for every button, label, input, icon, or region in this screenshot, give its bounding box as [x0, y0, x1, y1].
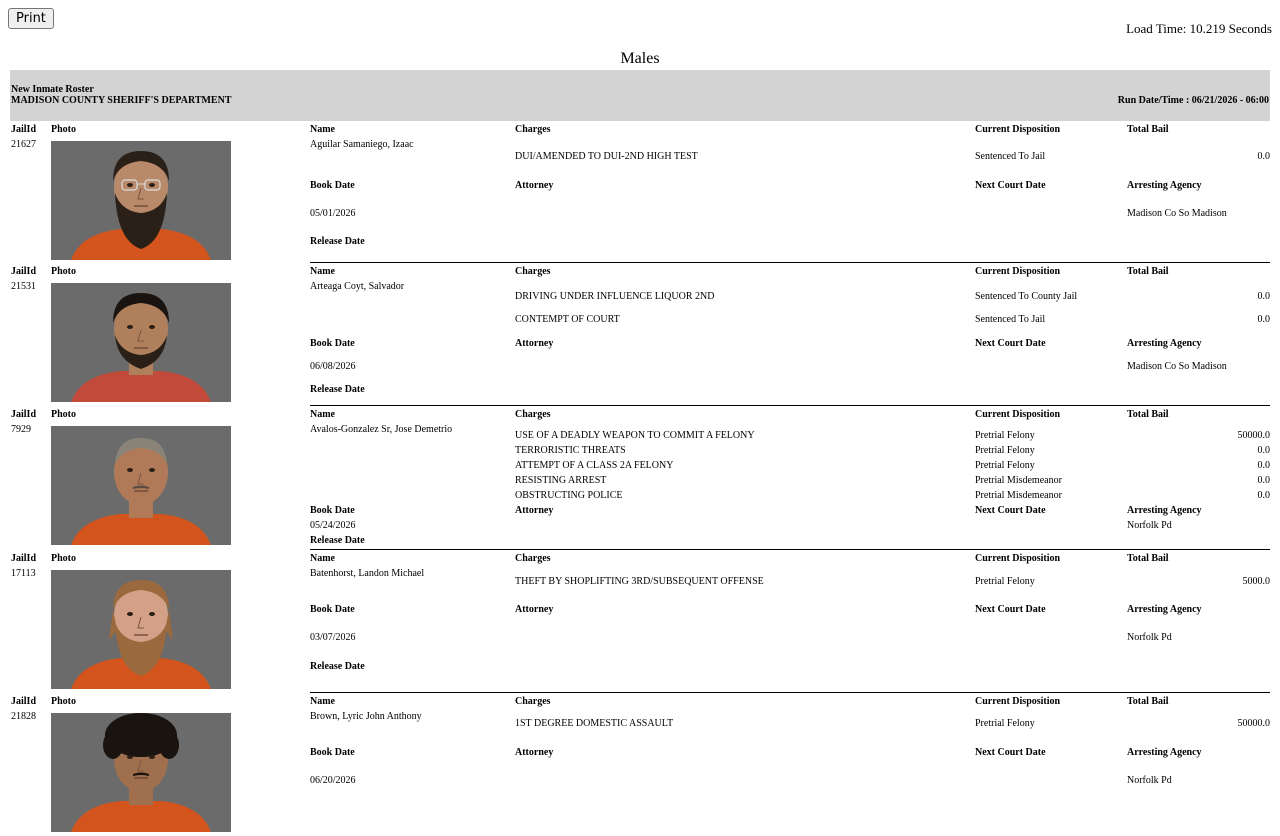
charge-bail: 0.0: [1257, 151, 1270, 162]
attorney-label: Attorney: [515, 747, 554, 758]
book-date: 06/20/2026: [310, 775, 356, 786]
book-date-label: Book Date: [310, 505, 355, 516]
record-separator: [310, 692, 1270, 693]
name-label: Name: [310, 266, 335, 277]
photo-label: Photo: [51, 409, 76, 420]
charge-bail: 0.0: [1257, 314, 1270, 325]
next-court-date-label: Next Court Date: [975, 180, 1046, 191]
jail-id-label: JailId: [11, 553, 37, 564]
book-date-label: Book Date: [310, 338, 355, 349]
page-title: Males: [620, 50, 660, 67]
release-date-label: Release Date: [310, 661, 365, 672]
arresting-agency: Norfolk Pd: [1127, 520, 1172, 531]
report-header: [10, 70, 1270, 121]
charge-bail: 50000.0: [1237, 718, 1270, 729]
jail-id: 21627: [11, 139, 36, 150]
report-title: New Inmate Roster: [11, 84, 94, 95]
current-disposition-label: Current Disposition: [975, 124, 1061, 135]
attorney-label: Attorney: [515, 604, 554, 615]
current-disposition-label: Current Disposition: [975, 553, 1061, 564]
total-bail-label: Total Bail: [1127, 409, 1169, 420]
jail-id: 21531: [11, 281, 36, 292]
attorney-label: Attorney: [515, 180, 554, 191]
arresting-agency: Norfolk Pd: [1127, 632, 1172, 643]
current-disposition-label: Current Disposition: [975, 696, 1061, 707]
charge-description: USE OF A DEADLY WEAPON TO COMMIT A FELONY: [515, 430, 755, 441]
total-bail-label: Total Bail: [1127, 266, 1169, 277]
charge-description: DRIVING UNDER INFLUENCE LIQUOR 2ND: [515, 291, 715, 302]
arresting-agency-label: Arresting Agency: [1127, 338, 1202, 349]
charge-description: OBSTRUCTING POLICE: [515, 490, 623, 501]
run-datetime: Run Date/Time : 06/21/2026 - 06:00: [1117, 95, 1269, 106]
charge-disposition: Sentenced To Jail: [975, 151, 1046, 162]
book-date-label: Book Date: [310, 747, 355, 758]
mugshot-image: [51, 713, 231, 832]
arresting-agency-label: Arresting Agency: [1127, 604, 1202, 615]
release-date-label: Release Date: [310, 384, 365, 395]
inmate-photo: [51, 141, 231, 260]
mugshot-image: [51, 141, 231, 260]
inmate-photo: [51, 570, 231, 689]
arresting-agency-label: Arresting Agency: [1127, 505, 1202, 516]
inmate-record: [0, 696, 1280, 836]
jail-id: 21828: [11, 711, 36, 722]
record-separator: [310, 549, 1270, 550]
charge-disposition: Pretrial Misdemeanor: [975, 490, 1062, 501]
charges-label: Charges: [515, 553, 551, 564]
charge-bail: 0.0: [1257, 291, 1270, 302]
inmate-record: [0, 266, 1280, 406]
mugshot-image: [51, 426, 231, 545]
charge-description: CONTEMPT OF COURT: [515, 314, 620, 325]
charge-description: RESISTING ARREST: [515, 475, 607, 486]
charge-description: TERRORISTIC THREATS: [515, 445, 626, 456]
load-time: Load Time: 10.219 Seconds: [1126, 21, 1272, 36]
charge-disposition: Sentenced To County Jail: [975, 291, 1078, 302]
inmate-name: Aguilar Samaniego, Izaac: [310, 139, 414, 150]
inmate-name: Avalos-Gonzalez Sr, Jose Demetrio: [310, 424, 453, 435]
charge-disposition: Pretrial Felony: [975, 430, 1035, 441]
name-label: Name: [310, 696, 335, 707]
charge-disposition: Pretrial Felony: [975, 460, 1035, 471]
charge-description: ATTEMPT OF A CLASS 2A FELONY: [515, 460, 674, 471]
total-bail-label: Total Bail: [1127, 553, 1169, 564]
charge-bail: 50000.0: [1237, 430, 1270, 441]
inmate-name: Brown, Lyric John Anthony: [310, 711, 422, 722]
release-date-label: Release Date: [310, 535, 365, 546]
arresting-agency-label: Arresting Agency: [1127, 747, 1202, 758]
arresting-agency-label: Arresting Agency: [1127, 180, 1202, 191]
mugshot-image: [51, 570, 231, 689]
charge-bail: 5000.0: [1242, 576, 1270, 587]
charge-description: THEFT BY SHOPLIFTING 3RD/SUBSEQUENT OFFENSE: [515, 576, 764, 587]
total-bail-label: Total Bail: [1127, 124, 1169, 135]
inmate-name: Arteaga Coyt, Salvador: [310, 281, 405, 292]
photo-label: Photo: [51, 124, 76, 135]
record-separator: [310, 262, 1270, 263]
charges-label: Charges: [515, 124, 551, 135]
arresting-agency: Madison Co So Madison: [1127, 208, 1227, 219]
department-name: MADISON COUNTY SHERIFF'S DEPARTMENT: [11, 95, 232, 106]
next-court-date-label: Next Court Date: [975, 505, 1046, 516]
charges-label: Charges: [515, 409, 551, 420]
charge-disposition: Sentenced To Jail: [975, 314, 1046, 325]
next-court-date-label: Next Court Date: [975, 604, 1046, 615]
charge-disposition: Pretrial Felony: [975, 445, 1035, 456]
photo-label: Photo: [51, 266, 76, 277]
charges-label: Charges: [515, 266, 551, 277]
charge-bail: 0.0: [1257, 490, 1270, 501]
mugshot-image: [51, 283, 231, 402]
jail-id-label: JailId: [11, 696, 37, 707]
jail-id-label: JailId: [11, 409, 37, 420]
inmate-record: [0, 409, 1280, 549]
print-button[interactable]: Print: [8, 8, 54, 29]
charge-bail: 0.0: [1257, 475, 1270, 486]
arresting-agency: Madison Co So Madison: [1127, 361, 1227, 372]
inmate-photo: [51, 713, 231, 832]
charge-description: DUI/AMENDED TO DUI-2ND HIGH TEST: [515, 151, 698, 162]
charge-bail: 0.0: [1257, 445, 1270, 456]
charge-disposition: Pretrial Felony: [975, 576, 1035, 587]
name-label: Name: [310, 553, 335, 564]
record-separator: [310, 405, 1270, 406]
charges-label: Charges: [515, 696, 551, 707]
current-disposition-label: Current Disposition: [975, 266, 1061, 277]
total-bail-label: Total Bail: [1127, 696, 1169, 707]
release-date-label: Release Date: [310, 236, 365, 247]
name-label: Name: [310, 409, 335, 420]
charge-bail: 0.0: [1257, 460, 1270, 471]
charge-description: 1ST DEGREE DOMESTIC ASSAULT: [515, 718, 674, 729]
jail-id: 7929: [11, 424, 31, 435]
next-court-date-label: Next Court Date: [975, 338, 1046, 349]
inmate-photo: [51, 426, 231, 545]
name-label: Name: [310, 124, 335, 135]
photo-label: Photo: [51, 553, 76, 564]
jail-id-label: JailId: [11, 124, 37, 135]
inmate-record: [0, 553, 1280, 693]
jail-id-label: JailId: [11, 266, 37, 277]
book-date: 05/01/2026: [310, 208, 356, 219]
photo-label: Photo: [51, 696, 76, 707]
next-court-date-label: Next Court Date: [975, 747, 1046, 758]
attorney-label: Attorney: [515, 505, 554, 516]
charge-disposition: Pretrial Misdemeanor: [975, 475, 1062, 486]
book-date: 03/07/2026: [310, 632, 356, 643]
current-disposition-label: Current Disposition: [975, 409, 1061, 420]
book-date: 06/08/2026: [310, 361, 356, 372]
inmate-photo: [51, 283, 231, 402]
book-date-label: Book Date: [310, 180, 355, 191]
book-date-label: Book Date: [310, 604, 355, 615]
book-date: 05/24/2026: [310, 520, 356, 531]
jail-id: 17113: [11, 568, 36, 579]
charge-disposition: Pretrial Felony: [975, 718, 1035, 729]
inmate-record: [0, 124, 1280, 264]
attorney-label: Attorney: [515, 338, 554, 349]
arresting-agency: Norfolk Pd: [1127, 775, 1172, 786]
inmate-name: Batenhorst, Landon Michael: [310, 568, 425, 579]
